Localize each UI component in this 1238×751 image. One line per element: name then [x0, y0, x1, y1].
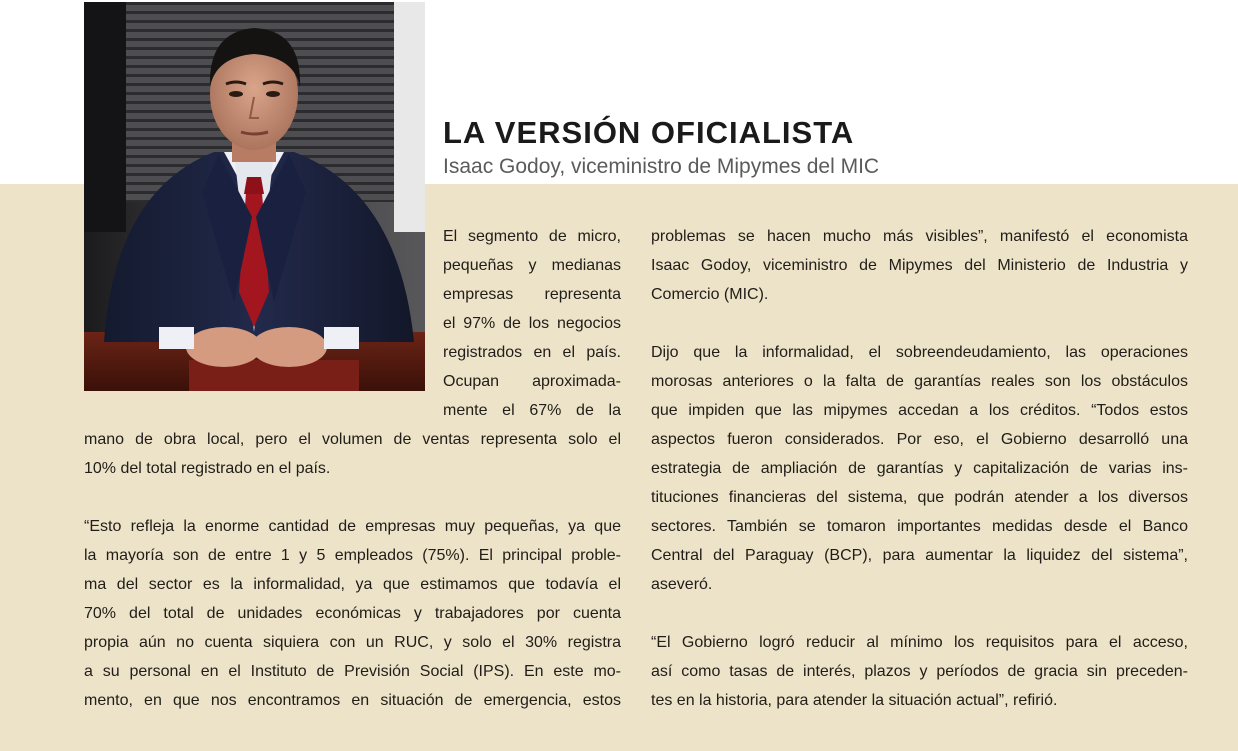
text-line: aspectos fueron considerados. Por eso, el Gobierno desarrolló una — [651, 431, 1188, 448]
text-line: a su personal en el Instituto de Previsión Social (IPS). En este mo- — [84, 663, 621, 680]
text-line: así como tasas de interés, plazos y períodos de gracia sin preceden- — [651, 663, 1188, 680]
paragraph — [651, 222, 1188, 309]
text-line: Ocupan aproximada- — [443, 373, 621, 390]
text-line: ma del sector es la informalidad, ya que estimamos que todavía el — [84, 576, 621, 593]
paragraph — [651, 628, 1188, 715]
text-line: empresas representa — [443, 286, 621, 303]
text-line: mento, en que nos encontramos en situación de emergencia, estos — [84, 692, 621, 709]
portrait-photo — [84, 2, 425, 391]
text-line: Comercio (MIC). — [651, 286, 769, 303]
text-line: registrados en el país. — [443, 344, 621, 361]
text-line: Dijo que la informalidad, el sobreendeudamiento, las operaciones — [651, 344, 1188, 361]
text-line: problemas se hacen mucho más visibles”, manifestó el economista — [651, 228, 1188, 245]
paragraph — [84, 512, 621, 715]
left-wide-column — [84, 425, 621, 715]
text-line: “Esto refleja la enorme cantidad de empresas muy pequeñas, ya que — [84, 518, 621, 535]
text-line: que impiden que las mipymes accedan a los créditos. “Todos estos — [651, 402, 1188, 419]
text-line: Central del Paraguay (BCP), para aumentar la liquidez del sistema”, — [651, 547, 1188, 564]
text-line: tituciones financieras del sistema, que podrán atender a los diversos — [651, 489, 1188, 506]
paragraph — [84, 425, 621, 483]
left-narrow-column — [443, 222, 621, 425]
text-line: la mayoría son de entre 1 y 5 empleados (75%). El principal proble- — [84, 547, 621, 564]
text-line: 70% del total de unidades económicas y trabajadores por cuenta — [84, 605, 621, 622]
text-line: Isaac Godoy, viceministro de Mipymes del Ministerio de Industria y — [651, 257, 1188, 274]
text-line: el 97% de los negocios — [443, 315, 621, 332]
text-line: 10% del total registrado en el país. — [84, 460, 331, 477]
text-line: mano de obra local, pero el volumen de ventas representa solo el — [84, 431, 621, 448]
text-line: pequeñas y medianas — [443, 257, 621, 274]
right-column — [651, 222, 1188, 715]
text-line: propia aún no cuenta siquiera con un RUC, y solo el 30% registra — [84, 634, 621, 651]
text-line: sectores. También se tomaron importantes medidas desde el Banco — [651, 518, 1188, 535]
paragraph — [651, 338, 1188, 599]
text-line: “El Gobierno logró reducir al mínimo los requisitos para el acceso, — [651, 634, 1188, 651]
text-line: El segmento de micro, — [443, 228, 621, 245]
text-line: estrategia de ampliación de garantías y capitalización de varias ins- — [651, 460, 1188, 477]
text-line: mente el 67% de la — [443, 402, 621, 419]
article-heading: LA VERSIÓN OFICIALISTA — [443, 115, 855, 150]
article-subheading: Isaac Godoy, viceministro de Mipymes del MIC — [443, 155, 880, 178]
text-line: tes en la historia, para atender la situación actual”, refirió. — [651, 692, 1058, 709]
text-line: aseveró. — [651, 576, 713, 593]
text-line: morosas anteriores o la falta de garantías reales son los obstáculos — [651, 373, 1188, 390]
